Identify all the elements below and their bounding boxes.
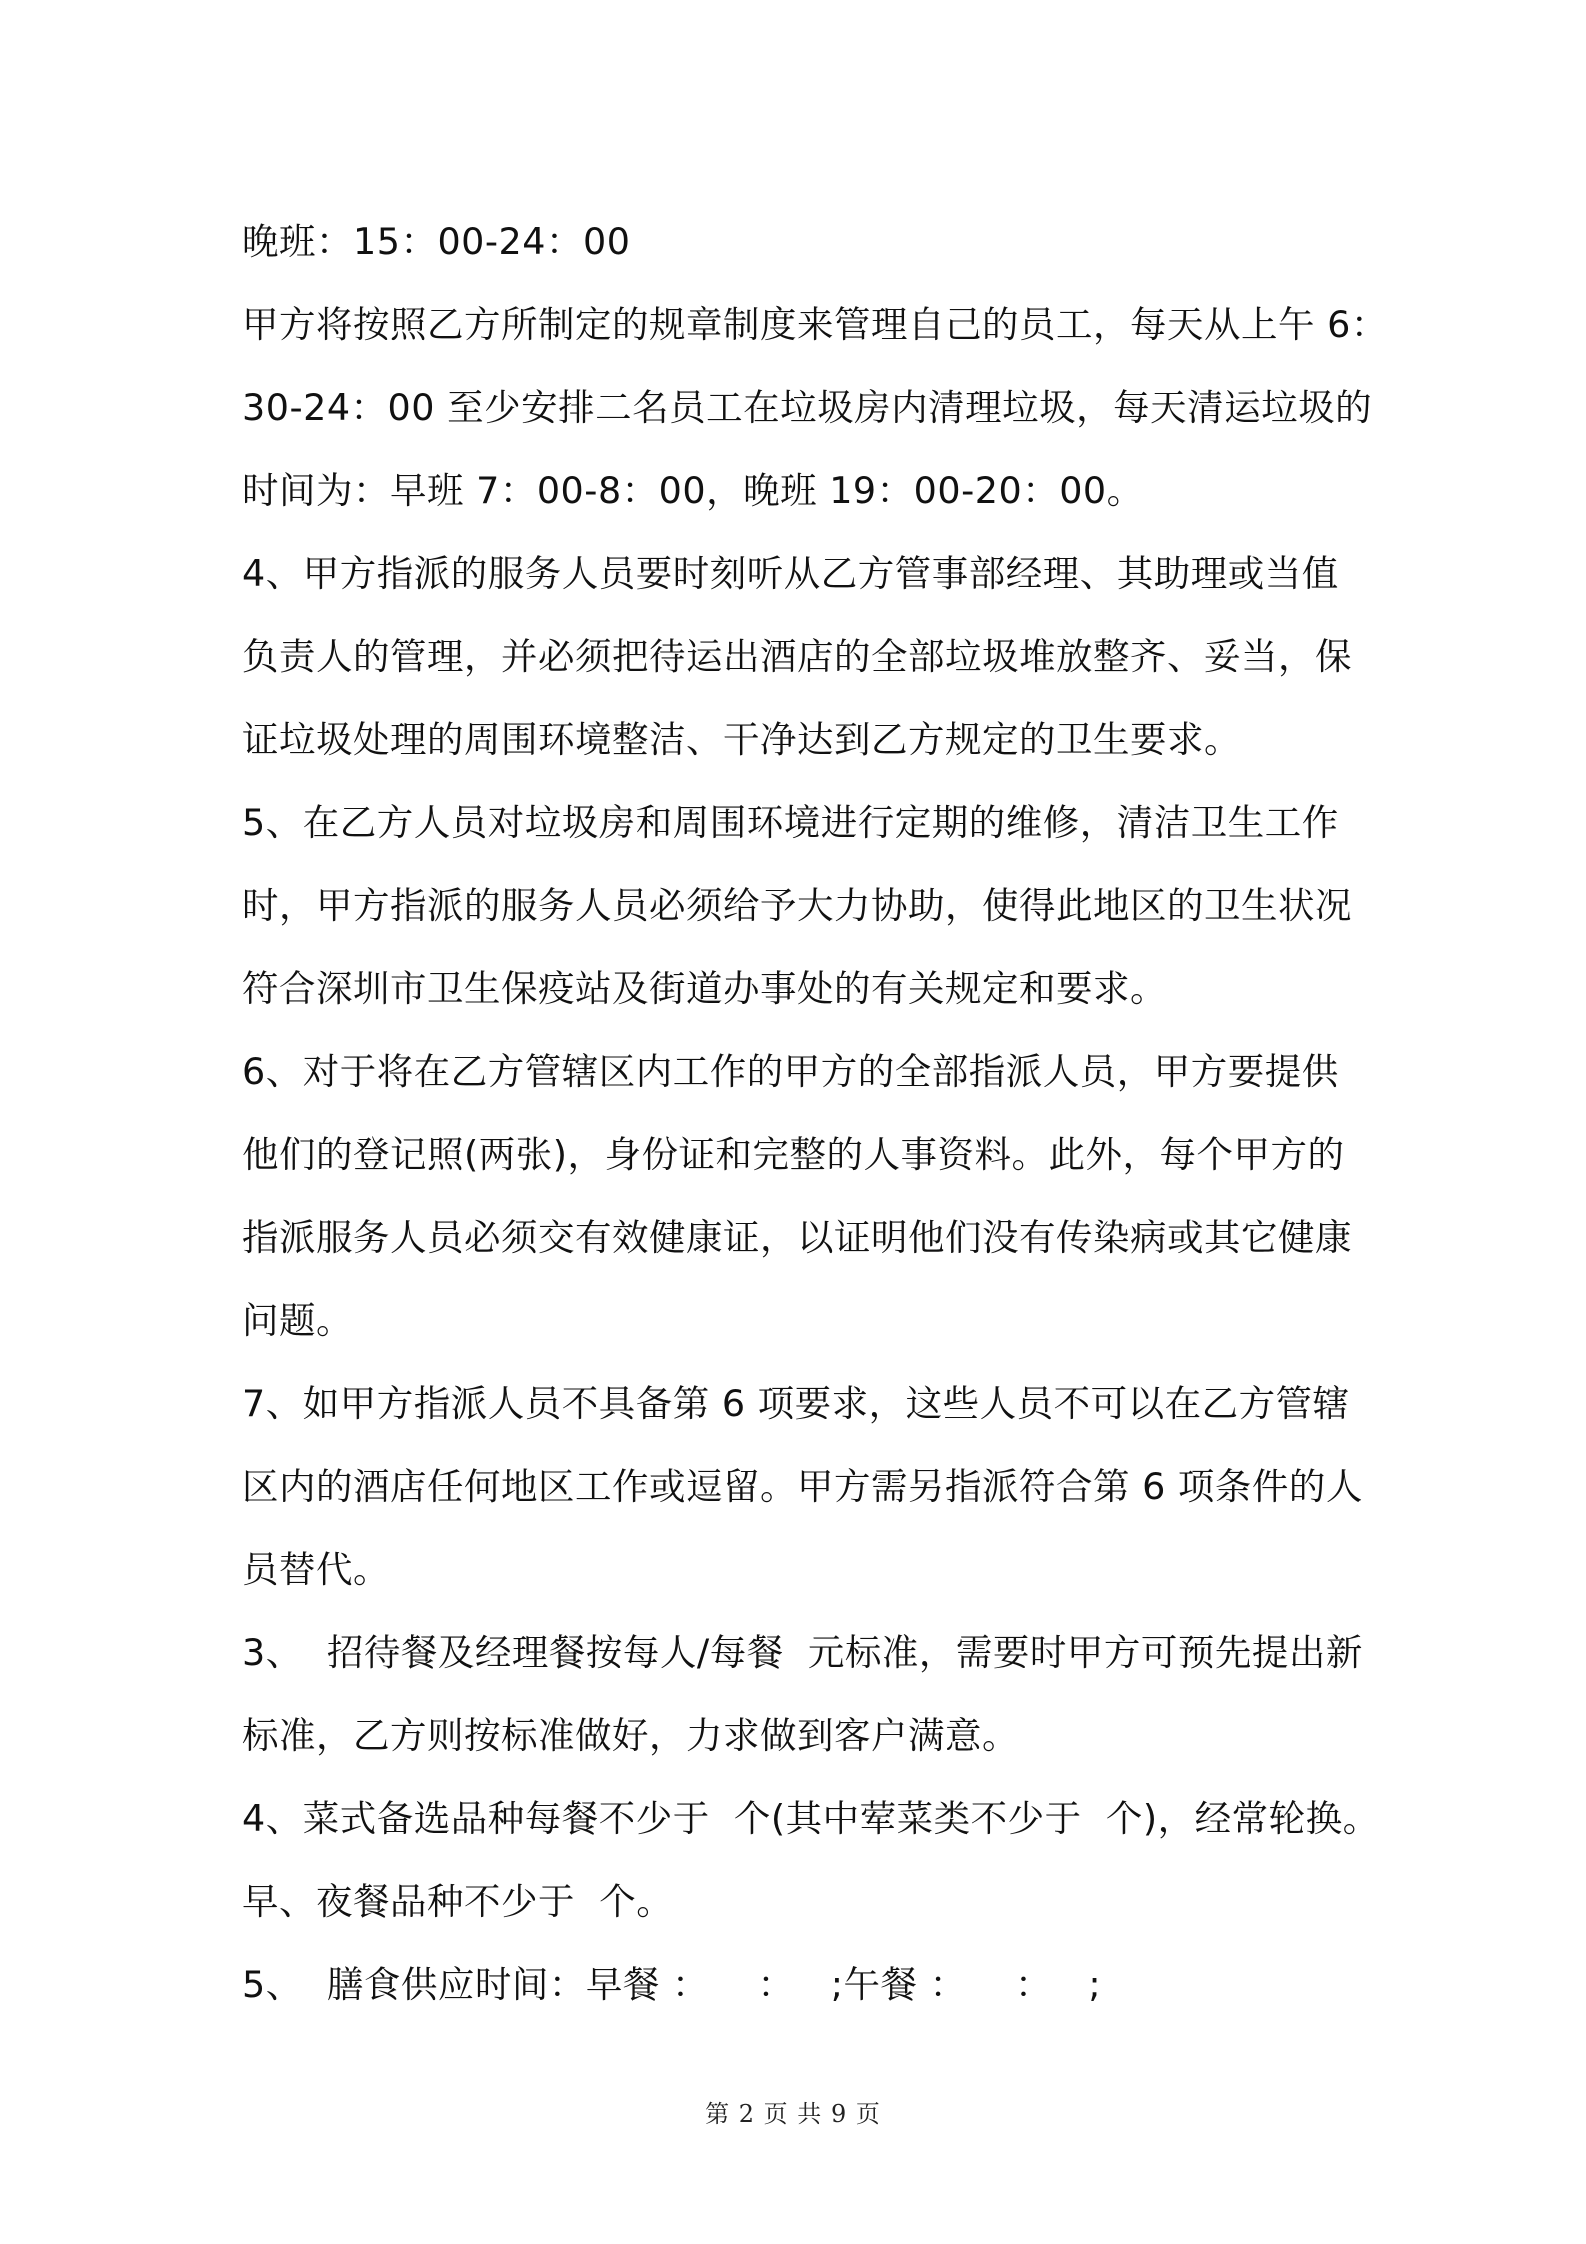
text-line: 符合深圳市卫生保疫站及街道办事处的有关规定和要求。 [242, 967, 1167, 1010]
text-line: 甲方将按照乙方所制定的规章制度来管理自己的员工，每天从上午 6： [242, 303, 1388, 346]
text-line: 30-24：00 至少安排二名员工在垃圾房内清理垃圾，每天清运垃圾的 [242, 386, 1373, 429]
page-number-footer: 第 2 页 共 9 页 [705, 2100, 881, 2128]
text-line: 标准，乙方则按标准做好，力求做到客户满意。 [242, 1714, 1019, 1757]
text-line: 早、夜餐品种不少于 个。 [242, 1880, 674, 1923]
text-line: 3、 招待餐及经理餐按每人/每餐 元标准，需要时甲方可预先提出新 [242, 1631, 1363, 1674]
text-line: 4、菜式备选品种每餐不少于 个(其中荤菜类不少于 个)，经常轮换。 [242, 1797, 1380, 1840]
text-line: 员替代。 [242, 1548, 390, 1591]
text-line: 他们的登记照(两张)，身份证和完整的人事资料。此外，每个甲方的 [242, 1133, 1345, 1176]
text-line: 7、如甲方指派人员不具备第 6 项要求，这些人员不可以在乙方管辖 [242, 1382, 1350, 1425]
text-line: 时，甲方指派的服务人员必须给予大力协助，使得此地区的卫生状况 [242, 884, 1352, 927]
text-line: 指派服务人员必须交有效健康证，以证明他们没有传染病或其它健康 [242, 1216, 1352, 1259]
text-line: 4、甲方指派的服务人员要时刻听从乙方管事部经理、其助理或当值 [242, 552, 1339, 595]
document-body [242, 200, 1388, 2026]
text-line: 晚班：15：00-24：00 [242, 220, 631, 263]
text-line: 时间为：早班 7：00-8：00，晚班 19：00-20：00。 [242, 469, 1144, 512]
text-line: 6、对于将在乙方管辖区内工作的甲方的全部指派人员，甲方要提供 [242, 1050, 1339, 1093]
text-line: 问题。 [242, 1299, 353, 1342]
text-line: 负责人的管理，并必须把待运出酒店的全部垃圾堆放整齐、妥当，保 [242, 635, 1352, 678]
text-line: 5、在乙方人员对垃圾房和周围环境进行定期的维修，清洁卫生工作 [242, 801, 1339, 844]
text-line: 证垃圾处理的周围环境整洁、干净达到乙方规定的卫生要求。 [242, 718, 1241, 761]
text-line: 区内的酒店任何地区工作或逗留。甲方需另指派符合第 6 项条件的人 [242, 1465, 1363, 1508]
text-line: 5、 膳食供应时间：早餐 ： ： ;午餐 ： ： ; [242, 1963, 1102, 2006]
